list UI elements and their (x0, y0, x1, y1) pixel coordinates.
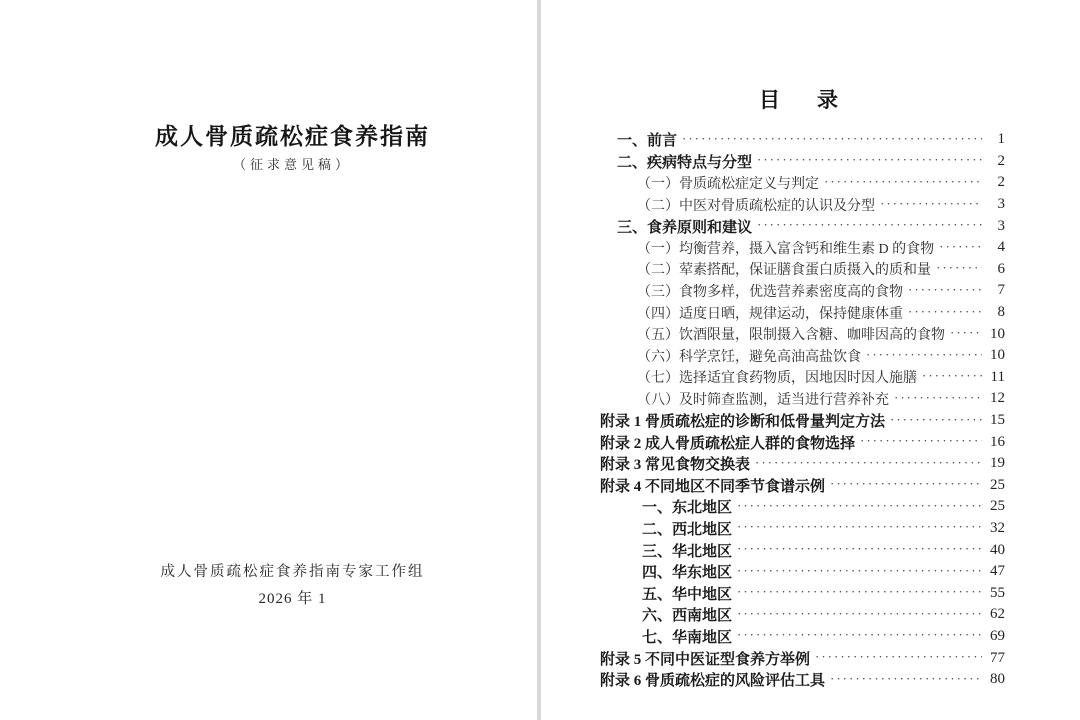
toc-entry (600, 410, 1005, 432)
toc-entry (600, 129, 1005, 151)
toc-entry-label: （二）中医对骨质疏松症的认识及分型 (637, 198, 875, 214)
toc-entry-label: 附录 3 常见食物交换表 (600, 457, 751, 474)
toc-entry (600, 345, 1005, 367)
toc-entry-page: 8 (997, 304, 1005, 321)
toc-entry-label: （一）均衡营养，摄入富含钙和维生素 D 的食物 (637, 241, 935, 257)
dot-leader (757, 152, 982, 168)
toc-entry-label: （一）骨质疏松症定义与判定 (637, 176, 819, 192)
document-title: 成人骨质疏松症食养指南 (155, 124, 430, 149)
dot-leader (890, 412, 982, 428)
toc-entry (600, 604, 1005, 626)
toc-entry-label: （二）荤素搭配，保证膳食蛋白质摄入的质和量 (637, 263, 931, 279)
toc-entry-page: 2 (997, 152, 1005, 169)
page-divider (537, 0, 541, 720)
toc-entry-label: 二、西北地区 (642, 521, 733, 538)
toc-entry (600, 367, 1005, 389)
toc-entry-label: （三）食物多样，优选营养素密度高的食物 (637, 284, 903, 300)
dot-leader (939, 239, 982, 255)
toc-entry (600, 280, 1005, 302)
dot-leader (830, 476, 982, 492)
toc-list (600, 129, 1005, 690)
toc-entry-label: （六）科学烹饪，避免高油高盐饮食 (637, 349, 861, 365)
toc-entry (600, 475, 1005, 497)
toc-entry-page: 69 (990, 627, 1005, 644)
toc-entry (600, 237, 1005, 259)
toc-entry-page: 4 (997, 239, 1005, 256)
dot-leader (824, 174, 982, 190)
toc-entry (600, 518, 1005, 540)
toc-entry-label: 四、华东地区 (642, 565, 733, 582)
toc-entry-page: 80 (990, 671, 1005, 688)
toc-entry-label: 七、华南地区 (642, 629, 733, 646)
dot-leader (950, 325, 982, 341)
toc-entry-page: 1 (997, 131, 1005, 148)
dot-leader (866, 347, 982, 363)
toc-entry-page: 55 (990, 584, 1005, 601)
dot-leader (737, 627, 982, 643)
dot-leader (755, 455, 982, 471)
dot-leader (922, 368, 982, 384)
toc-entry-page: 3 (997, 196, 1005, 213)
toc-heading: 目 录 (759, 88, 846, 112)
toc-entry (600, 259, 1005, 281)
toc-entry (600, 215, 1005, 237)
dot-leader (737, 519, 982, 535)
publication-date: 2026 年 1 (258, 591, 327, 607)
toc-entry-label: 附录 6 骨质疏松症的风险评估工具 (600, 673, 826, 690)
toc-entry-label: （八）及时筛查监测，适当进行营养补充 (637, 392, 889, 408)
toc-entry-page: 25 (990, 476, 1005, 493)
document-subtitle: （征求意见稿） (232, 157, 352, 172)
toc-entry-page: 11 (990, 368, 1005, 385)
toc-entry (600, 302, 1005, 324)
dot-leader (815, 649, 982, 665)
toc-entry-label: 三、华北地区 (642, 543, 733, 560)
dot-leader (757, 217, 982, 233)
toc-entry-page: 7 (997, 282, 1005, 299)
toc-entry (600, 194, 1005, 216)
toc-entry (600, 388, 1005, 410)
toc-entry-page: 47 (990, 563, 1005, 580)
toc-entry-page: 19 (990, 455, 1005, 472)
dot-leader (860, 433, 982, 449)
toc-entry-page: 25 (990, 498, 1005, 515)
toc-entry (600, 172, 1005, 194)
toc-entry (600, 669, 1005, 691)
toc-entry-label: 五、华中地区 (642, 586, 733, 603)
toc-entry-label: 一、前言 (617, 133, 678, 150)
toc-entry (600, 323, 1005, 345)
dot-leader (737, 541, 982, 557)
toc-entry-page: 10 (990, 325, 1005, 342)
toc-entry-page: 32 (990, 519, 1005, 536)
toc-entry (600, 647, 1005, 669)
toc-entry-label: 六、西南地区 (642, 608, 733, 625)
dot-leader (880, 196, 982, 212)
toc-entry (600, 496, 1005, 518)
toc-entry (600, 561, 1005, 583)
toc-entry (600, 151, 1005, 173)
author-organization: 成人骨质疏松症食养指南专家工作组 (160, 564, 425, 580)
toc-entry (600, 582, 1005, 604)
toc-entry-page: 16 (990, 433, 1005, 450)
toc-entry (600, 453, 1005, 475)
toc-entry-page: 62 (990, 606, 1005, 623)
toc-entry-label: （四）适度日晒，规律运动，保持健康体重 (637, 306, 903, 322)
dot-leader (737, 498, 982, 514)
toc-entry-label: 一、东北地区 (642, 500, 733, 517)
toc-entry (600, 539, 1005, 561)
toc-entry-page: 2 (997, 174, 1005, 191)
toc-entry (600, 626, 1005, 648)
toc-entry-label: 二、疾病特点与分型 (617, 154, 753, 171)
dot-leader (737, 606, 982, 622)
toc-entry-label: （五）饮酒限量，限制摄入含糖、咖啡因高的食物 (637, 328, 945, 344)
cover-page (55, 0, 530, 720)
toc-entry-page: 10 (990, 347, 1005, 364)
toc-entry-label: （七）选择适宜食药物质，因地因时因人施膳 (637, 371, 917, 387)
dot-leader (936, 260, 982, 276)
dot-leader (908, 304, 982, 320)
toc-entry-page: 6 (997, 260, 1005, 277)
toc-entry-label: 附录 2 成人骨质疏松症人群的食物选择 (600, 435, 856, 452)
dot-leader (737, 563, 982, 579)
dot-leader (737, 584, 982, 600)
toc-entry-page: 15 (990, 412, 1005, 429)
toc-entry-label: 三、食养原则和建议 (617, 219, 753, 236)
toc-page (600, 84, 1005, 690)
dot-leader (894, 390, 982, 406)
toc-entry-page: 12 (990, 390, 1005, 407)
toc-entry-page: 40 (990, 541, 1005, 558)
toc-entry-label: 附录 5 不同中医证型食养方举例 (600, 651, 811, 668)
dot-leader (908, 282, 982, 298)
toc-entry-label: 附录 4 不同地区不同季节食谱示例 (600, 478, 826, 495)
toc-entry-label: 附录 1 骨质疏松症的诊断和低骨量判定方法 (600, 414, 886, 431)
toc-entry-page: 77 (990, 649, 1005, 666)
toc-entry (600, 431, 1005, 453)
dot-leader (830, 671, 982, 687)
dot-leader (682, 131, 982, 147)
toc-entry-page: 3 (997, 217, 1005, 234)
